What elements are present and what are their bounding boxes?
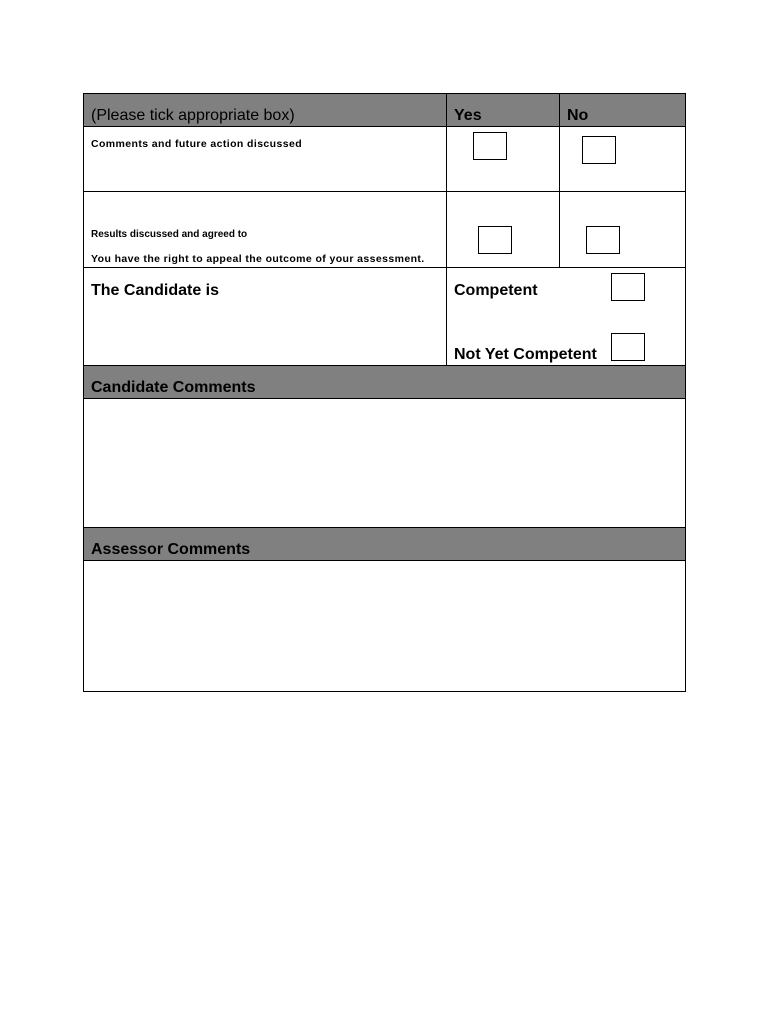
- results-yes-cell: [446, 191, 560, 268]
- candidate-status-label: The Candidate is: [91, 282, 220, 299]
- candidate-comments-area[interactable]: [83, 398, 686, 528]
- comments-no-checkbox[interactable]: [582, 136, 616, 164]
- header-yes-cell: [446, 93, 560, 127]
- not-yet-competent-label: Not Yet Competent: [454, 346, 597, 363]
- comments-discussed-cell: [83, 126, 447, 192]
- candidate-comments-header: [83, 365, 686, 399]
- assessor-comments-header: [83, 527, 686, 561]
- appeal-notice: You have the right to appeal the outcome of your assessment.: [91, 253, 425, 265]
- results-agreed-cell: [83, 191, 447, 268]
- header-no-cell: [559, 93, 686, 127]
- candidate-comments-title: Candidate Comments: [91, 379, 256, 396]
- results-no-checkbox[interactable]: [586, 226, 620, 254]
- comments-no-cell: [559, 126, 686, 192]
- yes-heading: Yes: [454, 107, 482, 124]
- assessor-comments-area[interactable]: [83, 560, 686, 692]
- no-heading: No: [567, 107, 589, 124]
- header-instruction-cell: [83, 93, 447, 127]
- results-agreed-label: Results discussed and agreed to: [91, 229, 248, 240]
- results-yes-checkbox[interactable]: [478, 226, 512, 254]
- assessor-comments-title: Assessor Comments: [91, 541, 251, 558]
- not-yet-competent-checkbox[interactable]: [611, 333, 645, 361]
- comments-yes-cell: [446, 126, 560, 192]
- candidate-status-options-cell: [446, 267, 686, 366]
- candidate-status-label-cell: [83, 267, 447, 366]
- comments-discussed-label: Comments and future action discussed: [91, 138, 303, 150]
- competent-label: Competent: [454, 282, 538, 299]
- comments-yes-checkbox[interactable]: [473, 132, 507, 160]
- competent-checkbox[interactable]: [611, 273, 645, 301]
- instruction-heading: (Please tick appropriate box): [91, 107, 295, 124]
- assessment-form: [83, 93, 686, 692]
- results-no-cell: [559, 191, 686, 268]
